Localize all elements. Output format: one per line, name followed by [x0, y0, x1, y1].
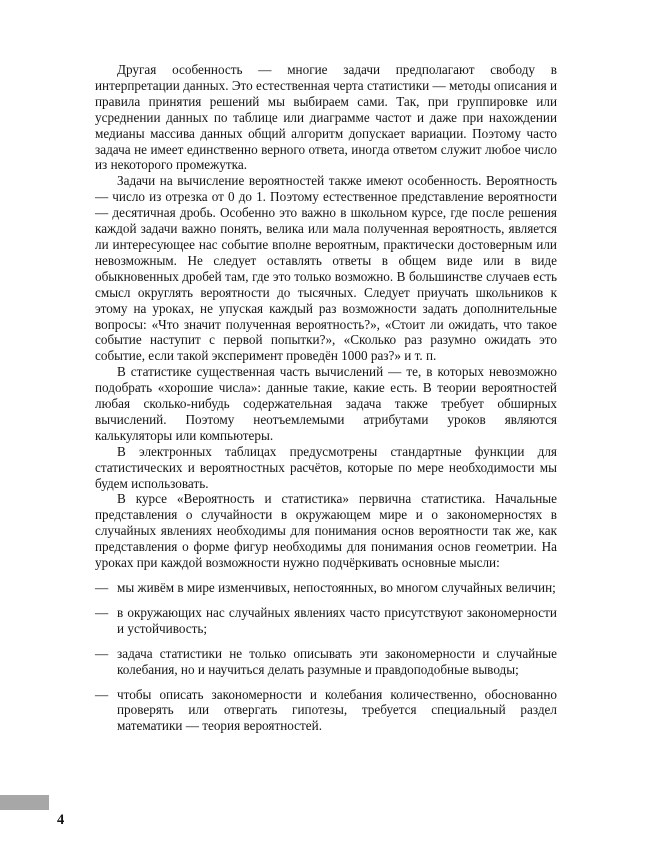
paragraph-3: В статистике существенная часть вычислений — те, в которых невозможно подобрать «хорошие числа»: данные такие, какие есть. В теории вероятностей любая сколько-нибудь содержательная задача также требует обширных вычислений. Поэтому неотъемлемыми атрибутами уроков являются калькуляторы или компьютеры.: [95, 364, 557, 443]
paragraph-4: В электронных таблицах предусмотрены стандартные функции для статистических и вероятностных расчётов, которые по мере необходимости мы будем использовать.: [95, 443, 557, 491]
bullet-text-1: мы живём в мире изменчивых, непостоянных, во многом случайных величин;: [117, 580, 556, 595]
paragraph-1: Другая особенность — многие задачи предполагают свободу в интерпретации данных. Это естественная черта статистики — методы описания и правила принятия решений мы выбираем сами. Так, при группировке или усреднении данных по таблице или диаграмме частот и даже при нахождении медианы массива данных общий алгоритм допускает вариации. Поэтому часто задача не имеет единственно верного ответа, иногда ответом служит любое число из некоторого промежутка.: [95, 62, 557, 173]
page-edge-tab: [0, 795, 49, 810]
paragraph-5: В курсе «Вероятность и статистика» первична статистика. Начальные представления о случайности в окружающем мире и о закономерностях в случайных явлениях необходимы для понимания основ вероятности так же, как представления о форме фигур необходимы для понимания основ геометрии. На уроках при каждой возможности нужно подчёркивать основные мысли:: [95, 491, 557, 571]
bullet-item-1: [95, 580, 557, 596]
bullet-item-4: [95, 687, 557, 735]
bullet-dash: —: [95, 580, 109, 595]
paragraph-2: Задачи на вычисление вероятностей также имеют особенность. Вероятность — число из отрезка от 0 до 1. Поэтому естественное представление вероятности — десятичная дробь. Особенно это важно в школьном курсе, где после решения каждой задачи важно понять, велика или мала полученная вероятность, является ли интересующее нас событие вполне вероятным, практически достоверным или невозможным. Не следует оставлять ответы в общем виде или в виде обыкновенных дробей там, где это только возможно. В большинстве случаев есть смысл округлять вероятности до тысячных. Следует приучать школьников к этому на уроках, не упуская каждый раз возможности задать дополнительные вопросы: «Что значит полученная вероятность?», «Стоит ли ожидать, что такое событие наступит с первой попытки?», «Сколько раз разумно ожидать это событие, если такой эксперимент проведён 1000 раз?» и т. п.: [95, 173, 557, 364]
page-number: 4: [57, 812, 65, 828]
bullet-dash: —: [95, 645, 109, 661]
bullet-text-2: в окружающих нас случайных явлениях часто присутствуют закономерности и устойчивость;: [117, 604, 557, 636]
bullet-text-3: задача статистики не только описывать эти закономерности и случайные колебания, но и научиться делать разумные и правдоподобные выводы;: [117, 645, 557, 677]
bullet-text-4: чтобы описать закономерности и колебания количественно, обоснованно проверять или отвергать гипотезы, требуется специальный раздел математики — теория вероятностей.: [117, 686, 557, 734]
bullet-dash: —: [95, 604, 109, 620]
bullet-dash: —: [95, 686, 109, 702]
bullet-item-2: [95, 605, 557, 637]
bullet-list: [95, 580, 557, 734]
text-block: [95, 62, 557, 734]
bullet-item-3: [95, 646, 557, 678]
